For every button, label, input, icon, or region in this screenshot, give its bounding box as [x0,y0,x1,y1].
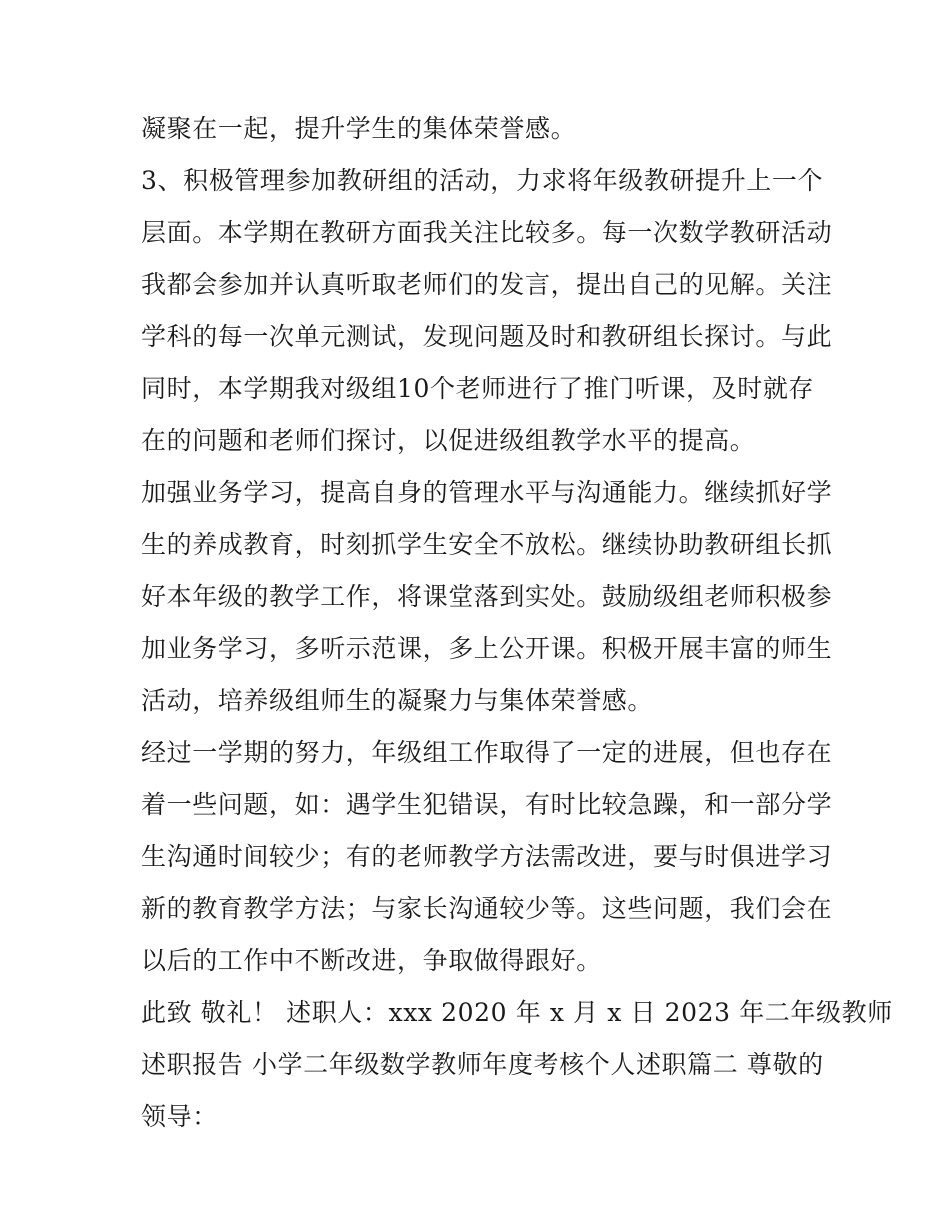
text-line: 我都会参加并认真听取老师们的发言，提出自己的见解。关注 [141,270,833,299]
text-line: 3、积极管理参加教研组的活动，力求将年级教研提升上一个 [141,166,824,195]
text-line: 以后的工作中不断改进，争取做得跟好。 [141,946,602,975]
text-line: 加业务学习，多听示范课，多上公开课。积极开展丰富的师生 [141,634,833,663]
text-line: 同时，本学期我对级组10个老师进行了推门听课，及时就存 [141,374,815,403]
text-line: 学科的每一次单元测试，发现问题及时和教研组长探讨。与此 [141,322,833,351]
text-line: 凝聚在一起，提升学生的集体荣誉感。 [141,114,577,143]
text-line: 在的问题和老师们探讨，以促进级组教学水平的提高。 [141,426,756,455]
text-line: 好本年级的教学工作，将课堂落到实处。鼓励级组老师积极参 [141,582,833,611]
text-line: 生沟通时间较少；有的老师教学方法需改进，要与时俱进学习 [141,842,833,871]
text-line: 生的养成教育，时刻抓学生安全不放松。继续协助教研组长抓 [141,530,833,559]
text-line: 经过一学期的努力，年级组工作取得了一定的进展，但也存在 [141,738,833,767]
text-line: 着一些问题，如：遇学生犯错误，有时比较急躁，和一部分学 [141,790,833,819]
text-line: 领导： [141,1102,218,1131]
text-line: 此致 敬礼！ 述职人：xxx 2020 年 x 月 x 日 2023 年二年级教师 [141,998,893,1027]
text-line: 述职报告 小学二年级数学教师年度考核个人述职篇二 尊敬的 [141,1050,824,1079]
text-line: 加强业务学习，提高自身的管理水平与沟通能力。继续抓好学 [141,478,833,507]
text-line: 活动，培养级组师生的凝聚力与集体荣誉感。 [141,686,654,715]
text-line: 层面。本学期在教研方面我关注比较多。每一次数学教研活动 [141,218,833,247]
text-line: 新的教育教学方法；与家长沟通较少等。这些问题，我们会在 [141,894,833,923]
